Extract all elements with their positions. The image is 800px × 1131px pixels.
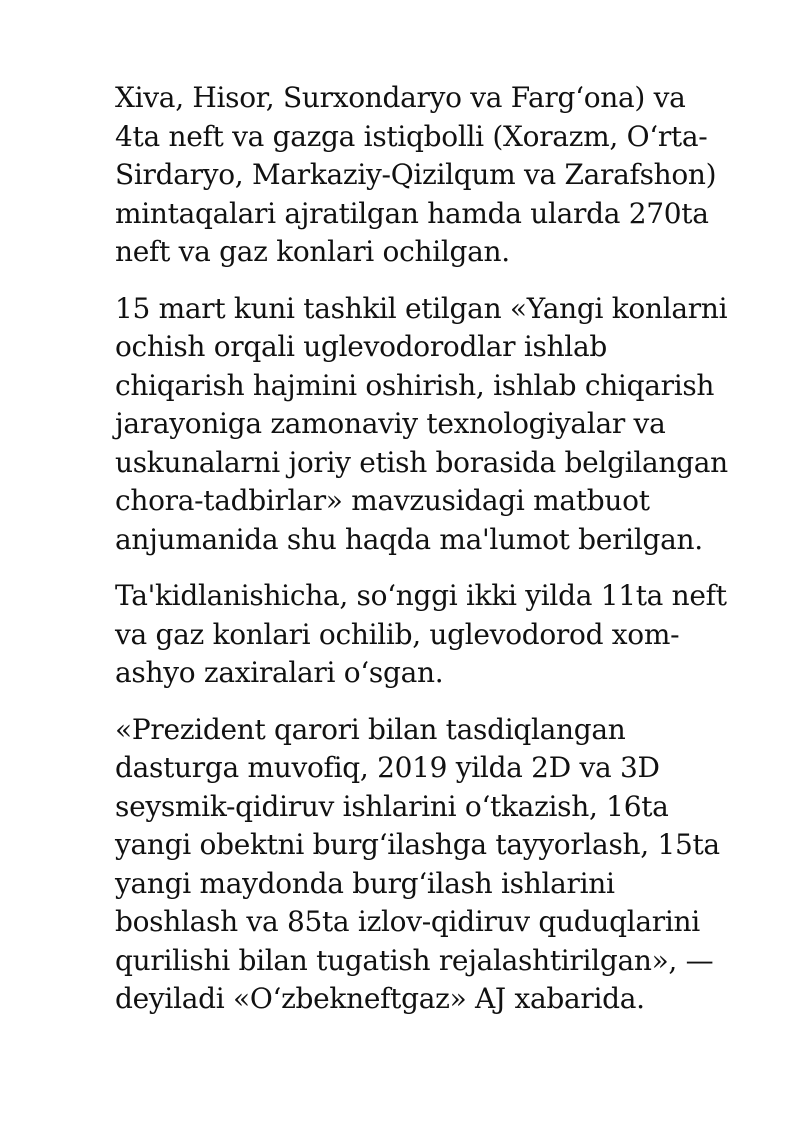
text-line: chora-tadbirlar» mavzusidagi matbuot — [115, 484, 650, 517]
text-line: ashyo zaxiralari o‘sgan. — [115, 656, 444, 689]
paragraph-3 — [115, 577, 755, 693]
text-line: uskunalarni joriy etish borasida belgilangan — [115, 445, 728, 479]
text-line: deyiladi «O‘zbekneftgaz» AJ xabarida. — [115, 982, 645, 1015]
article-body — [115, 79, 755, 1037]
text-line: anjumanida shu haqda ma'lumot berilgan. — [115, 522, 703, 556]
text-line: qurilishi bilan tugatish rejalashtirilgan», — — [115, 943, 714, 977]
paragraph-1 — [115, 79, 755, 272]
text-line: 4ta neft va gazga istiqbolli (Xorazm, O‘rta- — [115, 119, 708, 153]
paragraph-4 — [115, 711, 755, 1019]
text-line: «Prezident qarori bilan tasdiqlangan — [115, 712, 626, 746]
text-line: 15 mart kuni tashkil etilgan «Yangi konlarni — [115, 291, 728, 325]
text-line: va gaz konlari ochilib, uglevodorod xom- — [115, 617, 680, 651]
text-line: mintaqalari ajratilgan hamda ularda 270ta — [115, 196, 709, 230]
text-line: jarayoniga zamonaviy texnologiyalar va — [115, 407, 666, 440]
text-line: yangi maydonda burg‘ilash ishlarini — [115, 866, 615, 900]
text-line: chiqarish hajmini oshirish, ishlab chiqarish — [115, 368, 715, 402]
text-line: boshlash va 85ta izlov-qidiruv quduqlarini — [115, 905, 700, 938]
text-line: Xiva, Hisor, Surxondaryo va Farg‘ona) va — [115, 81, 686, 114]
text-line: yangi obektni burg‘ilashga tayyorlash, 15ta — [115, 828, 720, 861]
text-line: seysmik-qidiruv ishlarini o‘tkazish, 16ta — [115, 789, 669, 823]
text-line: Sirdaryo, Markaziy-Qizilqum va Zarafshon) — [115, 158, 717, 191]
text-line: ochish orqali uglevodorodlar ishlab — [115, 330, 607, 363]
text-line: neft va gaz konlari ochilgan. — [115, 235, 510, 268]
paragraph-2 — [115, 290, 755, 560]
text-line: Ta'kidlanishicha, so‘nggi ikki yilda 11ta neft — [115, 579, 727, 612]
text-line: dasturga muvofiq, 2019 yilda 2D va 3D — [115, 751, 660, 784]
